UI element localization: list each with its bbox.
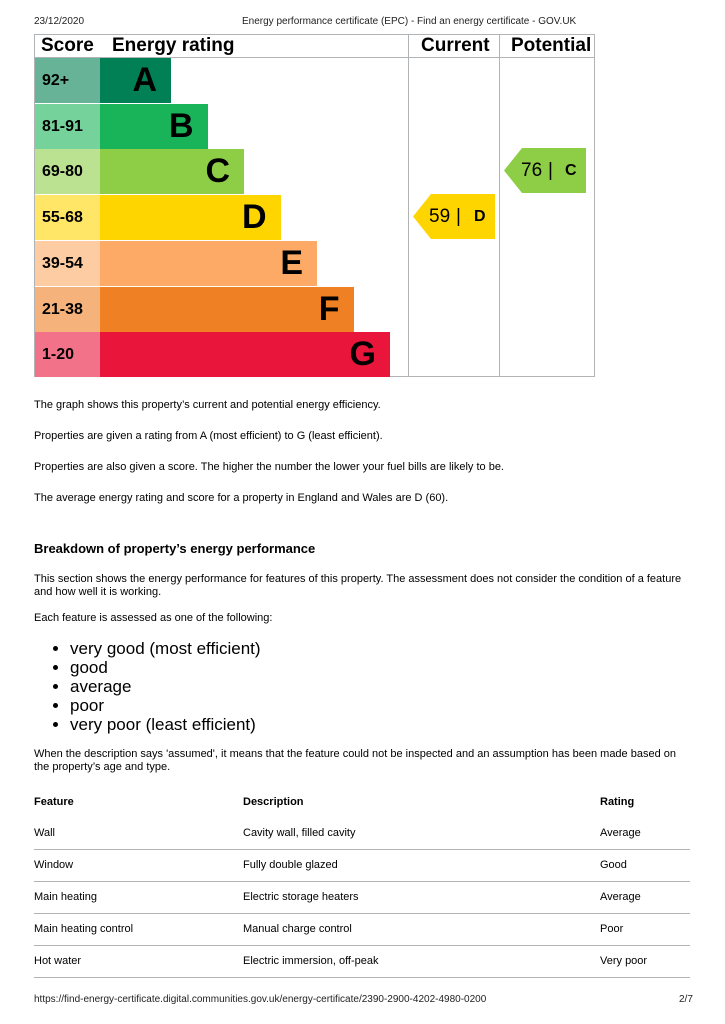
band-bar — [100, 195, 281, 240]
band-bar — [100, 58, 171, 103]
rating-band-g — [35, 332, 408, 377]
current-score: 59 — [429, 206, 451, 227]
rating-band-e — [35, 241, 408, 286]
rating-cell: Average — [600, 891, 641, 903]
feature-cell: Main heating control — [34, 923, 134, 935]
rating-cell: Very poor — [600, 955, 648, 967]
band-bar — [100, 332, 390, 377]
list-item: • average — [70, 677, 261, 696]
assumed-note: When the description says 'assumed', it means that the feature could not be inspected and an assumption has been made based on the property’s age and type. — [34, 748, 676, 773]
description-cell: Fully double glazed — [243, 859, 338, 871]
row-divider — [34, 849, 690, 850]
description-cell: Cavity wall, filled cavity — [243, 827, 356, 839]
potential-rating-arrow — [504, 148, 586, 193]
row-divider — [34, 881, 690, 882]
band-letter: A — [132, 61, 157, 99]
page-url: https://find-energy-certificate.digital.communities.gov.uk/energy-certificate/2390-2900-4202-4980-0200 — [34, 994, 487, 1005]
row-divider — [34, 913, 690, 914]
rating-cell: Poor — [600, 923, 624, 935]
band-letter: E — [280, 243, 303, 282]
breakdown-description: This section shows the energy performance for features of this property. The assessment does not consider the condition of a feature and how well it is working. — [34, 573, 682, 598]
description-column-header: Description — [243, 796, 304, 808]
band-letter: C — [205, 152, 230, 191]
band-score-range: 92+ — [35, 58, 100, 103]
band-bar — [100, 287, 354, 332]
description-cell: Electric storage heaters — [243, 891, 359, 903]
band-score-range: 1-20 — [35, 332, 100, 377]
average-rating-note: The average energy rating and score for a property in England and Wales are D (60). — [34, 492, 449, 504]
assessment-intro: Each feature is assessed as one of the following: — [34, 612, 273, 624]
rating-cell: Average — [600, 827, 641, 839]
rating-band-d — [35, 195, 408, 240]
band-bar — [100, 149, 244, 194]
graph-explanation: The graph shows this property’s current and potential energy efficiency. — [34, 399, 381, 411]
band-score-range: 81-91 — [35, 104, 100, 149]
band-letter: D — [241, 198, 267, 237]
feature-cell: Hot water — [34, 955, 82, 967]
divider-potential — [499, 35, 500, 376]
band-score-range: 21-38 — [35, 287, 100, 332]
rating-band-b — [35, 104, 408, 149]
list-item: • poor — [70, 696, 261, 715]
page-number: 2/7 — [679, 994, 693, 1005]
band-letter: B — [168, 106, 194, 145]
band-score-range: 69-80 — [35, 149, 100, 194]
feature-cell: Window — [34, 859, 74, 871]
potential-separator: | — [548, 160, 553, 181]
current-letter: D — [474, 208, 486, 225]
feature-cell: Wall — [34, 827, 55, 839]
current-header: Current — [421, 35, 490, 56]
band-bar — [100, 241, 317, 286]
band-letter: G — [349, 335, 376, 374]
breakdown-heading: Breakdown of property’s energy performance — [34, 541, 316, 556]
row-divider — [34, 945, 690, 946]
band-bar — [100, 104, 208, 149]
band-letter: F — [318, 289, 340, 328]
rating-band-c — [35, 149, 408, 194]
assessment-levels-list — [34, 639, 261, 734]
epc-rating-chart — [34, 34, 595, 377]
band-score-range: 39-54 — [35, 241, 100, 286]
print-date: 23/12/2020 — [34, 16, 85, 27]
rating-explanation: Properties are given a rating from A (most efficient) to G (least efficient). — [34, 430, 383, 442]
potential-letter: C — [565, 162, 577, 179]
rating-column-header: Rating — [600, 796, 635, 808]
divider-current — [408, 35, 409, 376]
band-score-range: 55-68 — [35, 195, 100, 240]
potential-header: Potential — [511, 35, 592, 56]
rating-band-a — [35, 58, 408, 103]
feature-cell: Main heating — [34, 891, 97, 903]
feature-column-header: Feature — [34, 796, 74, 808]
score-explanation: Properties are also given a score. The higher the number the lower your fuel bills are likely to be. — [34, 461, 504, 473]
current-rating-arrow — [413, 194, 495, 239]
row-divider — [34, 977, 690, 978]
print-title: Energy performance certificate (EPC) - Find an energy certificate - GOV.UK — [242, 16, 577, 27]
list-item: • good — [70, 658, 261, 677]
current-separator: | — [456, 206, 461, 227]
description-cell: Electric immersion, off-peak — [243, 955, 379, 967]
energy-rating-header: Energy rating — [112, 35, 235, 56]
rating-band-f — [35, 287, 408, 332]
potential-score: 76 — [521, 160, 543, 181]
list-item: • very poor (least efficient) — [70, 715, 261, 734]
score-header: Score — [41, 35, 94, 56]
description-cell: Manual charge control — [243, 923, 352, 935]
rating-cell: Good — [600, 859, 627, 871]
list-item: • very good (most efficient) — [70, 639, 261, 658]
